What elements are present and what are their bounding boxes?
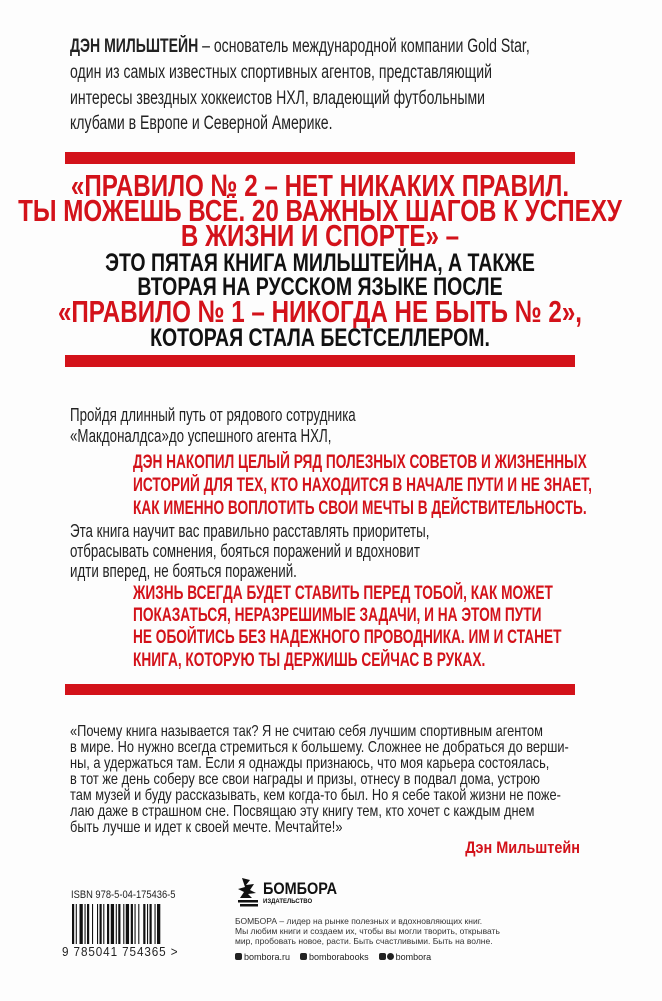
barcode-bar — [143, 904, 145, 944]
social-label: bomborabooks — [309, 952, 369, 962]
bio-line — [70, 36, 530, 58]
barcode-bar — [138, 904, 139, 944]
quote-line: ны, а удержаться там. Если я однажды признаюсь, что моя карьера состоялась, — [70, 755, 550, 772]
globe-icon — [235, 953, 242, 960]
headline-text-line: ВТОРАЯ НА РУССКОМ ЯЗЫКЕ ПОСЛЕ — [137, 273, 503, 301]
telegram-icon — [387, 953, 394, 960]
barcode-bar — [80, 904, 83, 944]
social-label: bombora.ru — [244, 952, 291, 962]
tagline-line: БОМБОРА – лидер на рынке полезных и вдохновляющих книг. — [235, 916, 483, 926]
barcode-bar — [126, 904, 129, 944]
highlight-line: НЕ ОБОЙТИСЬ БЕЗ НАДЕЖНОГО ПРОВОДНИКА. ИМ И СТАНЕТ — [133, 627, 562, 648]
bio-line: один из самых известных спортивных агентов, представляющий — [70, 62, 492, 83]
barcode-bar — [103, 904, 104, 944]
barcode-bar — [131, 904, 133, 944]
body-line: «Макдоналдса»до успешного агента НХЛ, — [70, 426, 332, 446]
publisher-sub: ИЗДАТЕЛЬСТВО — [263, 899, 313, 905]
body-line: идти вперед, не бояться поражений. — [70, 561, 297, 581]
social-links — [235, 952, 431, 963]
body-line: отбрасывать сомнения, бояться поражений и вдохновит — [70, 541, 420, 561]
highlight-line: ИСТОРИЙ ДЛЯ ТЕХ, КТО НАХОДИТСЯ В НАЧАЛЕ ПУТИ И НЕ ЗНАЕТ, — [133, 475, 592, 496]
barcode-bar — [155, 904, 156, 944]
barcode-bar — [147, 904, 148, 944]
headline-text-line: ЭТО ПЯТАЯ КНИГА МИЛЬШТЕЙНА, А ТАКЖЕ — [105, 249, 535, 277]
highlight-line: КАК ИМЕННО ВОПЛОТИТЬ СВОИ МЕЧТЫ В ДЕЙСТВИТЕЛЬНОСТЬ. — [133, 498, 587, 519]
barcode — [72, 904, 186, 944]
barcode-bar — [72, 904, 74, 944]
barcode-bar — [157, 904, 160, 944]
barcode-bar — [135, 904, 136, 944]
bombora-logo-icon — [236, 876, 262, 908]
body-line: Эта книга научит вас правильно расставлять приоритеты, — [70, 521, 430, 541]
headline-text-line: КОТОРАЯ СТАЛА БЕСТСЕЛЛЕРОМ. — [150, 324, 490, 352]
publisher-name: БОМБОРА — [263, 879, 338, 898]
quote-line: «Почему книга называется так? Я не считаю себя лучшим спортивным агентом — [70, 723, 543, 740]
social-vk[interactable] — [300, 952, 369, 963]
highlight-line: ПОКАЗАТЬСЯ, НЕРАЗРЕШИМЫЕ ЗАДАЧИ, И НА ЭТОМ ПУТИ — [133, 605, 542, 626]
red-divider — [65, 684, 575, 695]
bio-text: – основатель международной компании Gold Star, — [198, 36, 530, 57]
barcode-bar — [76, 904, 77, 944]
headline-title-line: В ЖИЗНИ И СПОРТЕ» – — [180, 218, 460, 253]
bio-line: клубами в Европе и Северной Америке. — [70, 113, 333, 134]
barcode-bar — [116, 904, 117, 944]
highlight-line: КНИГА, КОТОРУЮ ТЫ ДЕРЖИШЬ СЕЙЧАС В РУКАХ. — [133, 650, 486, 671]
quote-author: Дэн Мильштейн — [465, 838, 580, 857]
barcode-digits: 9 785041 754365 > — [62, 944, 179, 959]
highlight-line: ЖИЗНЬ ВСЕГДА БУДЕТ СТАВИТЬ ПЕРЕД ТОБОЙ, КАК МОЖЕТ — [133, 583, 553, 604]
tagline-line: Мы любим книги и создаем их, чтобы вы могли творить, открывать — [235, 926, 500, 936]
highlight-line: ДЭН НАКОПИЛ ЦЕЛЫЙ РЯД ПОЛЕЗНЫХ СОВЕТОВ И ЖИЗНЕННЫХ — [133, 452, 587, 473]
vk-icon — [300, 953, 307, 960]
quote-line: там музей и буду рассказывать, кем когда-то был. Но я себе такой жизни не поже- — [70, 787, 561, 804]
headline-title-line: ТЫ МОЖЕШЬ ВСЁ. 20 ВАЖНЫХ ШАГОВ К УСПЕХУ — [18, 193, 622, 228]
social-youtube-telegram[interactable] — [379, 952, 432, 963]
social-website[interactable] — [235, 952, 290, 963]
barcode-bar — [150, 904, 152, 944]
bio-line: интересы звездных хоккеистов НХЛ, владеющий футбольными — [70, 88, 486, 109]
barcode-bar — [118, 904, 120, 944]
quote-line: в мире. Но нужно всегда стремиться к большему. Сложнее не добраться до верши- — [70, 739, 569, 756]
youtube-icon — [379, 953, 386, 960]
barcode-bar — [111, 904, 114, 944]
quote-line: лаю даже в страшном сне. Посвящаю эту книгу тем, кто хочет с каждым днем — [70, 803, 535, 820]
social-label: bombora — [395, 952, 432, 962]
barcode-bar — [87, 904, 89, 944]
body-line: Пройдя длинный путь от рядового сотрудника — [70, 405, 356, 425]
tagline-line: мир, пробовать новое, расти. Быть счастливыми. Быть на волне. — [235, 936, 493, 946]
barcode-bar — [92, 904, 93, 944]
barcode-bar — [97, 904, 98, 944]
red-divider — [65, 152, 575, 164]
red-divider — [65, 355, 575, 367]
quote-line: быть лучше и идет к своей мечте. Мечтайте!» — [70, 819, 343, 836]
barcode-bar — [85, 904, 86, 944]
first-book-title: «ПРАВИЛО № 1 – НИКОГДА НЕ БЫТЬ № 2», — [57, 294, 583, 329]
isbn-label: ISBN 978-5-04-175436-5 — [71, 889, 176, 901]
barcode-bar — [123, 904, 124, 944]
barcode-bar — [107, 904, 109, 944]
author-name: ДЭН МИЛЬШТЕЙН — [70, 36, 199, 57]
headline-title-line: «ПРАВИЛО № 2 – НЕТ НИКАКИХ ПРАВИЛ. — [70, 168, 570, 203]
barcode-bar — [100, 904, 102, 944]
quote-line: в тот же день соберу все свои награды и призы, отнесу в подвал дома, устрою — [70, 771, 540, 788]
